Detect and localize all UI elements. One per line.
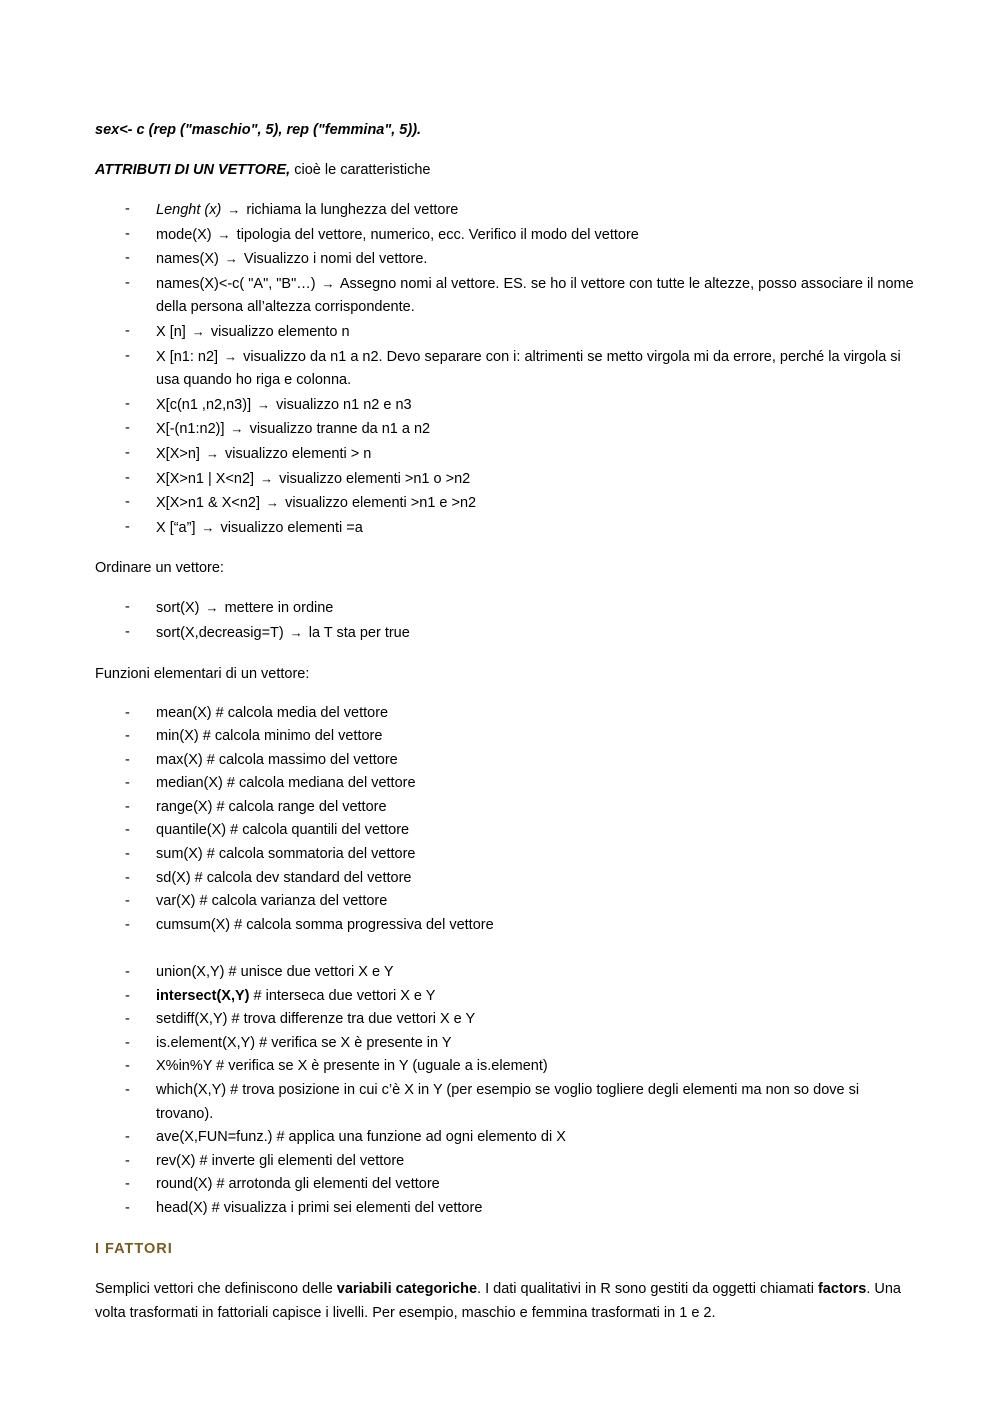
- list-item: [95, 702, 915, 726]
- list-item: [95, 890, 915, 914]
- item-text: round(X) # arrotonda gli elementi del vettore: [156, 1176, 440, 1193]
- item-code: sort(X,decreasig=T): [156, 624, 284, 641]
- list-item: [95, 1008, 915, 1032]
- item-code: X [n]: [156, 323, 186, 340]
- bold-term: factors: [817, 1280, 867, 1297]
- list-item: [95, 393, 915, 418]
- item-text: var(X) # calcola varianza del vettore: [156, 893, 388, 910]
- functions-heading: Funzioni elementari di un vettore:: [95, 665, 310, 682]
- dash-marker: -: [125, 322, 130, 339]
- item-code: X[-(n1:n2)]: [156, 421, 225, 438]
- list-item: [95, 417, 915, 442]
- item-code: X[X>n1 & X<n2]: [156, 495, 260, 512]
- item-description: visualizzo tranne da n1 a n2: [249, 421, 431, 438]
- list-item: [95, 1032, 915, 1056]
- arrow-icon: →: [227, 202, 241, 217]
- item-text: rev(X) # inverte gli elementi del vettore: [156, 1152, 405, 1169]
- dash-marker: -: [125, 1129, 130, 1146]
- item-text: head(X) # visualizza i primi sei elementi del vettore: [156, 1199, 483, 1216]
- dash-marker: -: [125, 728, 130, 745]
- item-text: is.element(X,Y) # verifica se X è presente in Y: [156, 1034, 452, 1051]
- document-page: [95, 118, 915, 1325]
- attributes-list: [95, 198, 915, 540]
- item-text: max(X) # calcola massimo del vettore: [156, 751, 398, 768]
- dash-marker: -: [125, 916, 130, 933]
- dash-marker: -: [125, 274, 130, 291]
- arrow-icon: →: [224, 251, 238, 267]
- item-description: tipologia del vettore, numerico, ecc. Verifico il modo del vettore: [236, 226, 639, 243]
- list-item: [95, 772, 915, 796]
- arrow-icon: →: [217, 226, 231, 242]
- dash-marker: -: [125, 964, 130, 981]
- item-text: sd(X) # calcola dev standard del vettore: [156, 869, 412, 886]
- dash-marker: -: [125, 420, 130, 437]
- dash-marker: -: [125, 623, 130, 640]
- item-description: richiama la lunghezza del vettore: [246, 202, 459, 218]
- list-item: [95, 247, 915, 272]
- paragraph-text: . I dati qualitativi in R sono gestiti da oggetti chiamati: [477, 1280, 818, 1297]
- list-item: [95, 1126, 915, 1150]
- item-description: visualizzo elementi >n1 o >n2: [279, 470, 471, 487]
- dash-marker: -: [125, 822, 130, 839]
- arrow-icon: →: [321, 275, 335, 291]
- list-spacer: [95, 937, 915, 961]
- arrow-icon: →: [191, 323, 205, 339]
- item-description: visualizzo elementi >n1 e >n2: [285, 495, 477, 512]
- dash-marker: -: [125, 798, 130, 815]
- list-item: [95, 867, 915, 891]
- dash-marker: -: [125, 869, 130, 886]
- dash-marker: -: [125, 1082, 130, 1098]
- list-item: [95, 1079, 915, 1126]
- list-item: [95, 516, 915, 541]
- item-description: la T sta per true: [308, 624, 410, 641]
- list-item: [95, 914, 915, 938]
- item-description: mettere in ordine: [224, 600, 334, 617]
- arrow-icon: →: [205, 445, 219, 461]
- attributes-heading: [95, 158, 915, 182]
- arrow-icon: →: [224, 348, 238, 364]
- item-text: quantile(X) # calcola quantili del vettore: [156, 822, 410, 839]
- item-bold-text: intersect(X,Y): [156, 987, 250, 1004]
- arrow-icon: →: [257, 396, 271, 412]
- item-text: median(X) # calcola mediana del vettore: [156, 775, 416, 792]
- dash-marker: -: [125, 444, 130, 461]
- dash-marker: -: [125, 775, 130, 792]
- item-text: union(X,Y) # unisce due vettori X e Y: [156, 964, 394, 981]
- dash-marker: -: [125, 347, 130, 364]
- dash-marker: -: [125, 1058, 130, 1075]
- item-code: mode(X): [156, 226, 212, 243]
- item-description: visualizzo elemento n: [210, 323, 350, 340]
- list-item: [95, 621, 915, 646]
- attributes-heading-rest: cioè le caratteristiche: [290, 162, 431, 178]
- list-item: [95, 272, 915, 320]
- list-item: [95, 985, 915, 1009]
- dash-marker: -: [125, 846, 130, 863]
- dash-marker: -: [125, 1176, 130, 1193]
- item-code: Lenght (x): [156, 202, 222, 218]
- dash-marker: -: [125, 1152, 130, 1169]
- item-text: which(X,Y) # trova posizione in cui c’è X in Y (per esempio se voglio togliere degli elementi ma non so dove si trovano).: [156, 1082, 860, 1122]
- dash-marker: -: [125, 250, 130, 267]
- item-code: names(X): [156, 251, 219, 268]
- dash-marker: -: [125, 987, 130, 1004]
- item-code: X[X>n]: [156, 445, 200, 462]
- dash-marker: -: [125, 751, 130, 768]
- list-item: [95, 961, 915, 985]
- item-description: Assegno nomi al vettore. ES. se ho il vettore con tutte le altezze, posso associare il nome della persona all’altezza corrispondente.: [156, 275, 914, 316]
- list-item: [95, 223, 915, 248]
- item-text: mean(X) # calcola media del vettore: [156, 704, 389, 721]
- item-code: sort(X): [156, 600, 200, 617]
- item-text: min(X) # calcola minimo del vettore: [156, 728, 383, 745]
- dash-marker: -: [125, 518, 130, 535]
- dash-marker: -: [125, 704, 130, 721]
- item-text: X%in%Y # verifica se X è presente in Y (uguale a is.element): [156, 1058, 548, 1075]
- list-item: [95, 749, 915, 773]
- arrow-icon: →: [205, 600, 219, 616]
- list-item: [95, 596, 915, 621]
- dash-marker: -: [125, 1199, 130, 1216]
- list-item: [95, 1150, 915, 1174]
- dash-marker: -: [125, 1034, 130, 1051]
- item-code: X[X>n1 | X<n2]: [156, 470, 255, 487]
- attributes-heading-bold: ATTRIBUTI DI UN VETTORE,: [95, 162, 291, 178]
- dash-marker: -: [125, 201, 130, 217]
- functions-list: [95, 702, 915, 1221]
- list-item: [95, 198, 915, 223]
- dash-marker: -: [125, 225, 130, 242]
- item-text: setdiff(X,Y) # trova differenze tra due vettori X e Y: [156, 1011, 476, 1028]
- item-description: visualizzo n1 n2 e n3: [276, 396, 412, 413]
- arrow-icon: →: [289, 624, 303, 640]
- factors-section-title: I FATTORI: [95, 1240, 173, 1257]
- bold-term: variabili categoriche: [336, 1280, 478, 1297]
- dash-marker: -: [125, 469, 130, 486]
- list-item: [95, 725, 915, 749]
- item-description: visualizzo da n1 a n2. Devo separare con i: altrimenti se metto virgola mi da errore, perché la virgola si usa quando ho riga e colonna.: [156, 348, 901, 389]
- list-item: [95, 442, 915, 467]
- list-item: [95, 1055, 915, 1079]
- dash-marker: -: [125, 395, 130, 412]
- list-item: [95, 1173, 915, 1197]
- factors-paragraph: [95, 1277, 915, 1325]
- item-code: names(X)<-c( "A", "B"…): [156, 275, 316, 292]
- sort-list: [95, 596, 915, 645]
- item-code: X[c(n1 ,n2,n3)]: [156, 396, 252, 413]
- arrow-icon: →: [266, 495, 280, 511]
- list-item: [95, 491, 915, 516]
- list-item: [95, 796, 915, 820]
- item-code: X [“a”]: [156, 519, 196, 536]
- dash-marker: -: [125, 1011, 130, 1028]
- paragraph-text: . Una volta trasformati in fattoriali capisce i livelli. Per esempio, maschio e femmina trasformati in 1 e 2.: [95, 1280, 901, 1321]
- item-text: cumsum(X) # calcola somma progressiva del vettore: [156, 916, 494, 933]
- list-item: [95, 843, 915, 867]
- item-text: # interseca due vettori X e Y: [249, 987, 436, 1004]
- item-code: X [n1: n2]: [156, 348, 219, 365]
- dash-marker: -: [125, 893, 130, 910]
- list-item: [95, 1197, 915, 1221]
- code-example-line: sex<- c (rep ("maschio", 5), rep ("femmina", 5)).: [95, 122, 422, 138]
- dash-marker: -: [125, 599, 130, 616]
- list-item: [95, 467, 915, 492]
- arrow-icon: →: [230, 421, 244, 437]
- item-text: range(X) # calcola range del vettore: [156, 798, 387, 815]
- arrow-icon: →: [201, 519, 215, 535]
- arrow-icon: →: [260, 470, 274, 486]
- paragraph-text: Semplici vettori che definiscono delle: [95, 1280, 337, 1297]
- item-text: sum(X) # calcola sommatoria del vettore: [156, 846, 416, 863]
- list-item: [95, 345, 915, 393]
- item-description: visualizzo elementi =a: [220, 519, 363, 536]
- item-description: visualizzo elementi > n: [225, 445, 372, 462]
- list-item: [95, 819, 915, 843]
- list-item: [95, 320, 915, 345]
- dash-marker: -: [125, 494, 130, 511]
- sort-heading: Ordinare un vettore:: [95, 560, 224, 577]
- item-text: ave(X,FUN=funz.) # applica una funzione ad ogni elemento di X: [156, 1129, 566, 1146]
- item-description: Visualizzo i nomi del vettore.: [243, 251, 428, 268]
